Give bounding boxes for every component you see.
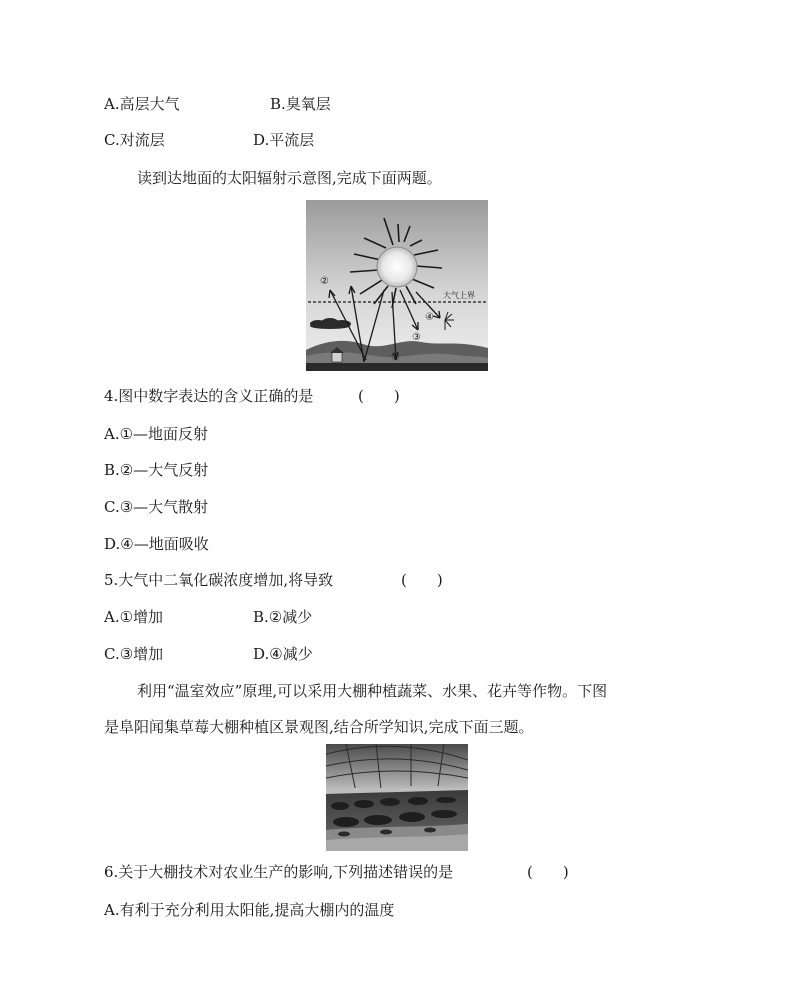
sun-icon [377, 247, 417, 287]
option-6a: A.有利于充分利用太阳能,提高大棚内的温度 [104, 901, 395, 919]
greenhouse-photo [326, 744, 468, 851]
option-3a: A.高层大气 [104, 95, 180, 113]
option-4a: A.①—地面反射 [104, 425, 209, 443]
question-4-stem: 4.图中数字表达的含义正确的是 [104, 387, 314, 405]
intro-text-2-line1: 利用“温室效应”原理,可以采用大棚种植蔬菜、水果、花卉等作物。下图 [137, 682, 608, 700]
option-4c: C.③—大气散射 [104, 498, 209, 516]
marker-2: ② [320, 276, 329, 287]
option-5c: C.③增加 [104, 645, 164, 663]
question-5-paren: ( ) [401, 571, 443, 589]
marker-1: ① [391, 352, 400, 363]
option-4b: B.②—大气反射 [104, 461, 209, 479]
intro-text-2-line2: 是阜阳闻集草莓大棚种植区景观图,结合所学知识,完成下面三题。 [104, 718, 534, 736]
option-5b: B.②减少 [253, 608, 313, 626]
option-4d: D.④—地面吸收 [104, 535, 209, 553]
atmosphere-top-label: 大气上界 [443, 291, 475, 300]
ground-surface [306, 363, 488, 371]
question-6-paren: ( ) [527, 863, 569, 881]
question-4-paren: ( ) [358, 387, 400, 405]
solar-radiation-diagram [306, 200, 488, 371]
marker-4: ④ [425, 312, 434, 323]
marker-3: ③ [412, 332, 421, 343]
option-3b: B.臭氧层 [270, 95, 331, 113]
option-5d: D.④减少 [253, 645, 313, 663]
intro-text-1: 读到达地面的太阳辐射示意图,完成下面两题。 [137, 169, 442, 187]
house-icon [332, 352, 342, 362]
option-3d: D.平流层 [253, 131, 315, 149]
option-5a: A.①增加 [104, 608, 164, 626]
option-3c: C.对流层 [104, 131, 165, 149]
question-5-stem: 5.大气中二氧化碳浓度增加,将导致 [104, 571, 334, 589]
question-6-stem: 6.关于大棚技术对农业生产的影响,下列描述错误的是 [104, 863, 454, 881]
